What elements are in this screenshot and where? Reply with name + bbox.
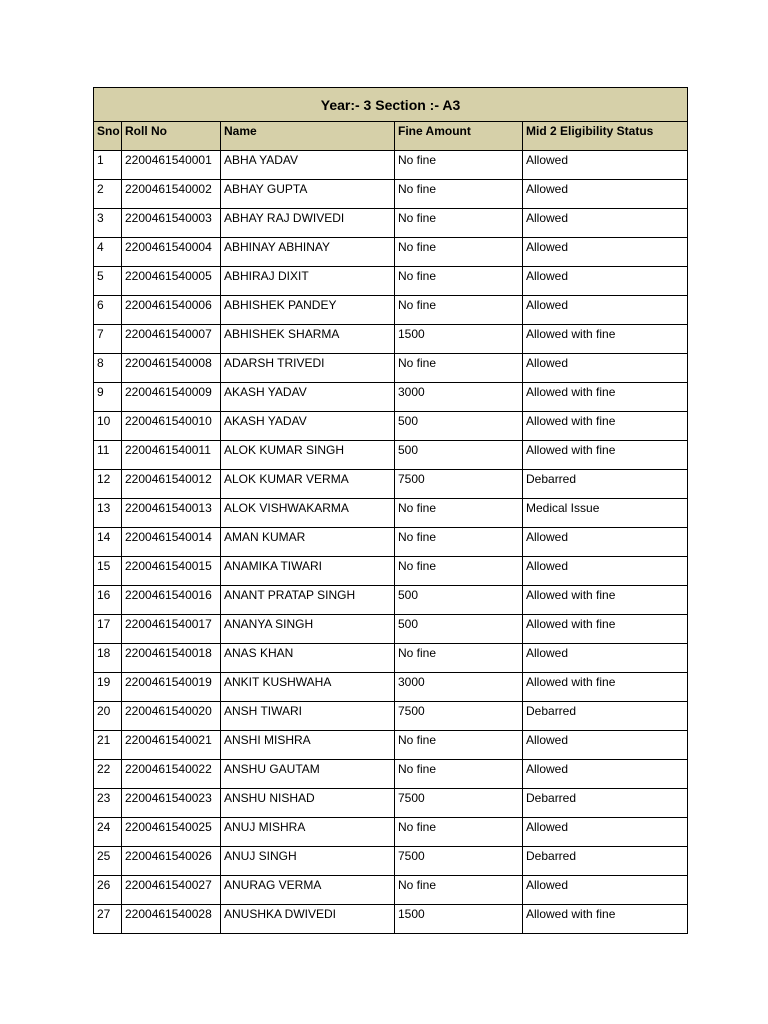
column-header-row (94, 122, 688, 151)
cell-fine-amount: No fine (395, 354, 523, 383)
cell-name: ANAS KHAN (221, 644, 395, 673)
cell-sno: 2 (94, 180, 122, 209)
table-row (94, 905, 688, 934)
cell-fine-amount: No fine (395, 296, 523, 325)
cell-fine-amount: No fine (395, 180, 523, 209)
cell-sno: 1 (94, 151, 122, 180)
cell-roll-no: 2200461540023 (122, 789, 221, 818)
cell-sno: 26 (94, 876, 122, 905)
cell-roll-no: 2200461540001 (122, 151, 221, 180)
table-row (94, 557, 688, 586)
cell-roll-no: 2200461540017 (122, 615, 221, 644)
cell-sno: 27 (94, 905, 122, 934)
table-row (94, 296, 688, 325)
table-row (94, 412, 688, 441)
cell-fine-amount: 7500 (395, 847, 523, 876)
cell-eligibility-status: Medical Issue (523, 499, 688, 528)
table-row (94, 441, 688, 470)
eligibility-table (93, 87, 688, 934)
cell-eligibility-status: Allowed with fine (523, 586, 688, 615)
cell-fine-amount: No fine (395, 731, 523, 760)
cell-roll-no: 2200461540026 (122, 847, 221, 876)
cell-name: ANANYA SINGH (221, 615, 395, 644)
column-header-roll-no: Roll No (122, 122, 221, 151)
cell-roll-no: 2200461540007 (122, 325, 221, 354)
cell-roll-no: 2200461540015 (122, 557, 221, 586)
cell-name: ANUJ MISHRA (221, 818, 395, 847)
table-row (94, 615, 688, 644)
cell-eligibility-status: Debarred (523, 789, 688, 818)
cell-fine-amount: 1500 (395, 325, 523, 354)
cell-sno: 19 (94, 673, 122, 702)
cell-roll-no: 2200461540010 (122, 412, 221, 441)
cell-roll-no: 2200461540003 (122, 209, 221, 238)
cell-name: AKASH YADAV (221, 412, 395, 441)
cell-roll-no: 2200461540005 (122, 267, 221, 296)
table-row (94, 876, 688, 905)
table-row (94, 499, 688, 528)
table-row (94, 644, 688, 673)
cell-eligibility-status: Allowed with fine (523, 673, 688, 702)
cell-roll-no: 2200461540014 (122, 528, 221, 557)
cell-name: ANSHU NISHAD (221, 789, 395, 818)
table-row (94, 847, 688, 876)
table-row (94, 470, 688, 499)
cell-sno: 15 (94, 557, 122, 586)
cell-eligibility-status: Allowed with fine (523, 615, 688, 644)
cell-fine-amount: No fine (395, 876, 523, 905)
cell-roll-no: 2200461540004 (122, 238, 221, 267)
cell-sno: 13 (94, 499, 122, 528)
cell-eligibility-status: Allowed (523, 760, 688, 789)
sheet-title: Year:- 3 Section :- A3 (94, 88, 688, 122)
cell-roll-no: 2200461540018 (122, 644, 221, 673)
table-row (94, 354, 688, 383)
cell-fine-amount: No fine (395, 528, 523, 557)
cell-roll-no: 2200461540012 (122, 470, 221, 499)
cell-name: ABHINAY ABHINAY (221, 238, 395, 267)
cell-fine-amount: No fine (395, 760, 523, 789)
cell-name: ALOK KUMAR VERMA (221, 470, 395, 499)
table-row (94, 267, 688, 296)
cell-sno: 3 (94, 209, 122, 238)
cell-sno: 22 (94, 760, 122, 789)
cell-sno: 5 (94, 267, 122, 296)
cell-name: ANURAG VERMA (221, 876, 395, 905)
cell-fine-amount: 3000 (395, 383, 523, 412)
eligibility-sheet (93, 87, 687, 934)
cell-eligibility-status: Allowed (523, 238, 688, 267)
cell-fine-amount: No fine (395, 557, 523, 586)
cell-name: ANSH TIWARI (221, 702, 395, 731)
cell-fine-amount: 7500 (395, 470, 523, 499)
cell-name: ABHA YADAV (221, 151, 395, 180)
cell-roll-no: 2200461540013 (122, 499, 221, 528)
cell-name: ABHAY GUPTA (221, 180, 395, 209)
cell-roll-no: 2200461540006 (122, 296, 221, 325)
cell-eligibility-status: Allowed with fine (523, 441, 688, 470)
cell-name: ANUJ SINGH (221, 847, 395, 876)
table-row (94, 209, 688, 238)
title-row (94, 88, 688, 122)
cell-roll-no: 2200461540016 (122, 586, 221, 615)
cell-sno: 14 (94, 528, 122, 557)
cell-eligibility-status: Debarred (523, 702, 688, 731)
cell-sno: 20 (94, 702, 122, 731)
cell-name: ALOK VISHWAKARMA (221, 499, 395, 528)
table-row (94, 151, 688, 180)
cell-fine-amount: 7500 (395, 789, 523, 818)
cell-sno: 7 (94, 325, 122, 354)
cell-roll-no: 2200461540022 (122, 760, 221, 789)
cell-name: ANSHU GAUTAM (221, 760, 395, 789)
table-body (94, 151, 688, 934)
cell-fine-amount: 1500 (395, 905, 523, 934)
table-row (94, 238, 688, 267)
table-row (94, 180, 688, 209)
table-row (94, 383, 688, 412)
cell-sno: 12 (94, 470, 122, 499)
cell-name: ALOK KUMAR SINGH (221, 441, 395, 470)
column-header-sno: Sno (94, 122, 122, 151)
cell-sno: 11 (94, 441, 122, 470)
cell-roll-no: 2200461540021 (122, 731, 221, 760)
table-row (94, 673, 688, 702)
cell-roll-no: 2200461540019 (122, 673, 221, 702)
cell-eligibility-status: Allowed with fine (523, 905, 688, 934)
cell-fine-amount: No fine (395, 151, 523, 180)
cell-name: AMAN KUMAR (221, 528, 395, 557)
cell-fine-amount: No fine (395, 267, 523, 296)
cell-name: ANKIT KUSHWAHA (221, 673, 395, 702)
cell-sno: 21 (94, 731, 122, 760)
column-header-name: Name (221, 122, 395, 151)
cell-fine-amount: 7500 (395, 702, 523, 731)
cell-eligibility-status: Allowed with fine (523, 325, 688, 354)
cell-eligibility-status: Debarred (523, 847, 688, 876)
cell-sno: 24 (94, 818, 122, 847)
cell-eligibility-status: Allowed (523, 528, 688, 557)
column-header-eligibility-status: Mid 2 Eligibility Status (523, 122, 688, 151)
table-row (94, 325, 688, 354)
cell-sno: 6 (94, 296, 122, 325)
cell-eligibility-status: Allowed (523, 267, 688, 296)
cell-fine-amount: 500 (395, 586, 523, 615)
cell-fine-amount: No fine (395, 238, 523, 267)
cell-name: ABHAY RAJ DWIVEDI (221, 209, 395, 238)
cell-name: ABHIRAJ DIXIT (221, 267, 395, 296)
cell-eligibility-status: Allowed (523, 296, 688, 325)
cell-eligibility-status: Allowed (523, 818, 688, 847)
table-row (94, 818, 688, 847)
cell-sno: 4 (94, 238, 122, 267)
cell-fine-amount: No fine (395, 499, 523, 528)
cell-eligibility-status: Debarred (523, 470, 688, 499)
cell-fine-amount: 500 (395, 615, 523, 644)
cell-roll-no: 2200461540011 (122, 441, 221, 470)
cell-eligibility-status: Allowed (523, 180, 688, 209)
cell-fine-amount: No fine (395, 644, 523, 673)
cell-name: ADARSH TRIVEDI (221, 354, 395, 383)
cell-roll-no: 2200461540027 (122, 876, 221, 905)
cell-sno: 25 (94, 847, 122, 876)
cell-sno: 10 (94, 412, 122, 441)
cell-roll-no: 2200461540025 (122, 818, 221, 847)
cell-name: ANSHI MISHRA (221, 731, 395, 760)
cell-sno: 8 (94, 354, 122, 383)
cell-fine-amount: 500 (395, 412, 523, 441)
cell-eligibility-status: Allowed with fine (523, 412, 688, 441)
table-row (94, 528, 688, 557)
table-row (94, 760, 688, 789)
cell-fine-amount: No fine (395, 818, 523, 847)
cell-eligibility-status: Allowed (523, 151, 688, 180)
cell-eligibility-status: Allowed (523, 209, 688, 238)
cell-sno: 17 (94, 615, 122, 644)
cell-eligibility-status: Allowed (523, 644, 688, 673)
cell-sno: 18 (94, 644, 122, 673)
cell-fine-amount: No fine (395, 209, 523, 238)
cell-roll-no: 2200461540028 (122, 905, 221, 934)
cell-name: ABHISHEK PANDEY (221, 296, 395, 325)
table-row (94, 731, 688, 760)
table-row (94, 702, 688, 731)
cell-eligibility-status: Allowed with fine (523, 383, 688, 412)
column-header-fine-amount: Fine Amount (395, 122, 523, 151)
cell-eligibility-status: Allowed (523, 876, 688, 905)
cell-fine-amount: 500 (395, 441, 523, 470)
table-row (94, 586, 688, 615)
cell-name: ANANT PRATAP SINGH (221, 586, 395, 615)
cell-name: AKASH YADAV (221, 383, 395, 412)
cell-roll-no: 2200461540008 (122, 354, 221, 383)
cell-name: ANUSHKA DWIVEDI (221, 905, 395, 934)
cell-sno: 16 (94, 586, 122, 615)
table-row (94, 789, 688, 818)
cell-eligibility-status: Allowed (523, 354, 688, 383)
cell-name: ABHISHEK SHARMA (221, 325, 395, 354)
cell-roll-no: 2200461540002 (122, 180, 221, 209)
cell-eligibility-status: Allowed (523, 731, 688, 760)
cell-sno: 23 (94, 789, 122, 818)
cell-roll-no: 2200461540020 (122, 702, 221, 731)
cell-name: ANAMIKA TIWARI (221, 557, 395, 586)
cell-roll-no: 2200461540009 (122, 383, 221, 412)
cell-fine-amount: 3000 (395, 673, 523, 702)
cell-sno: 9 (94, 383, 122, 412)
cell-eligibility-status: Allowed (523, 557, 688, 586)
